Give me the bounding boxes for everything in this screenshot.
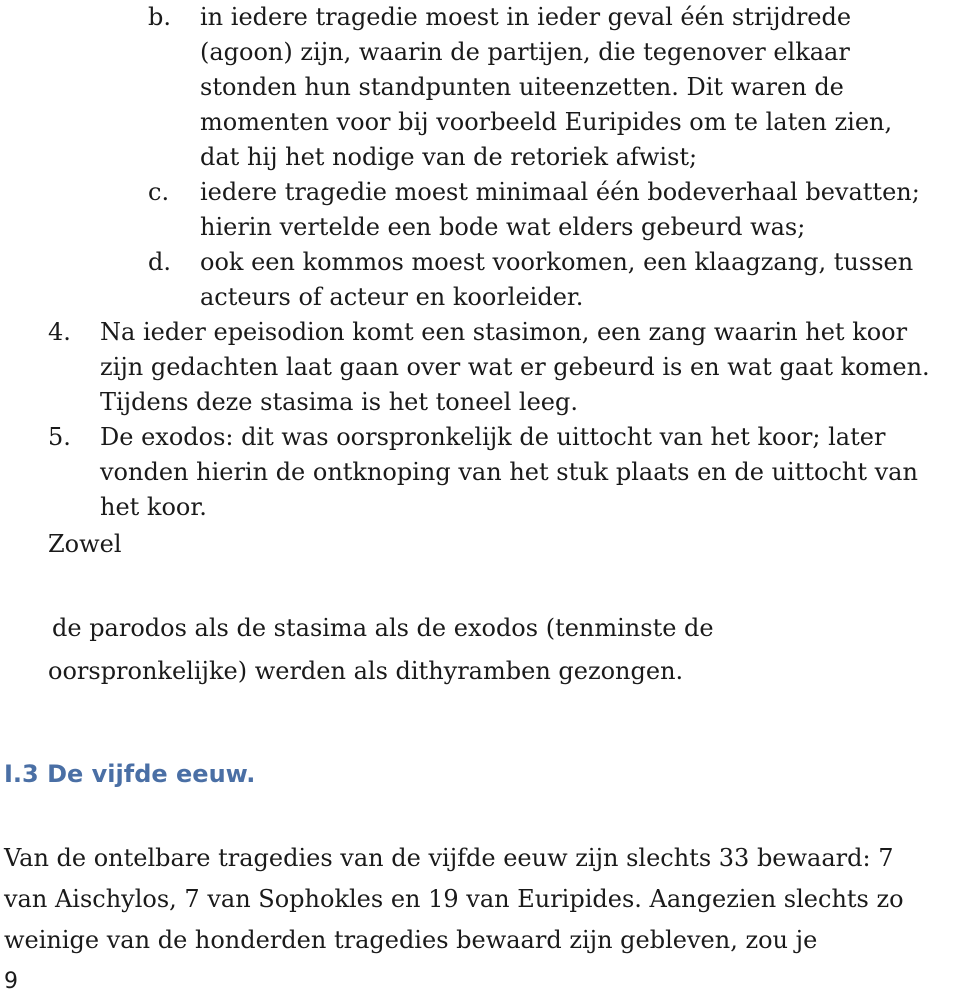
body-paragraph: Van de ontelbare tragedies van de vijfde eeuw zijn slechts 33 bewaard: 7 van Aischylos, 7 van Sophokles en 19 van Euripides. Aangezien slechts zo weinige van de honderden tragedies bewaard zijn gebleven, zou je <box>4 844 904 954</box>
paragraph-parodos-line2: oorspronkelijke) werden als dithyramben gezongen. <box>48 657 684 685</box>
list-marker: d. <box>148 248 171 276</box>
list-item-c <box>148 175 948 245</box>
paragraph-parodos <box>48 564 714 736</box>
list-marker: 5. <box>48 423 71 451</box>
list-item-4 <box>48 315 948 420</box>
list-item-d <box>148 245 948 315</box>
paragraph-zowel: Zowel <box>48 530 122 558</box>
list-marker: 4. <box>48 318 71 346</box>
list-item-5 <box>48 420 948 525</box>
list-item-text: in iedere tragedie moest in ieder geval één strijdrede (agoon) zijn, waarin de partijen, die tegenover elkaar stonden hun standpunten uiteenzetten. Dit waren de momenten voor bij voorbeeld Euripides om te laten zien, dat hij het nodige van de retoriek afwist; <box>200 3 893 171</box>
page-number: 9 <box>4 969 18 994</box>
list-item-b <box>148 0 948 175</box>
list-item-text: Na ieder epeisodion komt een stasimon, een zang waarin het koor zijn gedachten laat gaan over wat er gebeurd is en wat gaat komen. Tijdens deze stasima is het toneel leeg. <box>100 318 930 416</box>
list-marker: b. <box>148 3 171 31</box>
list-item-text: iedere tragedie moest minimaal één bodeverhaal bevatten; hierin vertelde een bode wat elders gebeurd was; <box>200 178 920 241</box>
paragraph-parodos-line1: de parodos als de stasima als de exodos (tenminste de <box>52 614 714 642</box>
section-heading: I.3 De vijfde eeuw. <box>4 760 256 788</box>
list-item-text: De exodos: dit was oorspronkelijk de uittocht van het koor; later vonden hierin de ontknoping van het stuk plaats en de uittocht van het koor. <box>100 423 918 521</box>
list-marker: c. <box>148 178 170 206</box>
list-item-text: ook een kommos moest voorkomen, een klaagzang, tussen acteurs of acteur en koorleider. <box>200 248 914 311</box>
